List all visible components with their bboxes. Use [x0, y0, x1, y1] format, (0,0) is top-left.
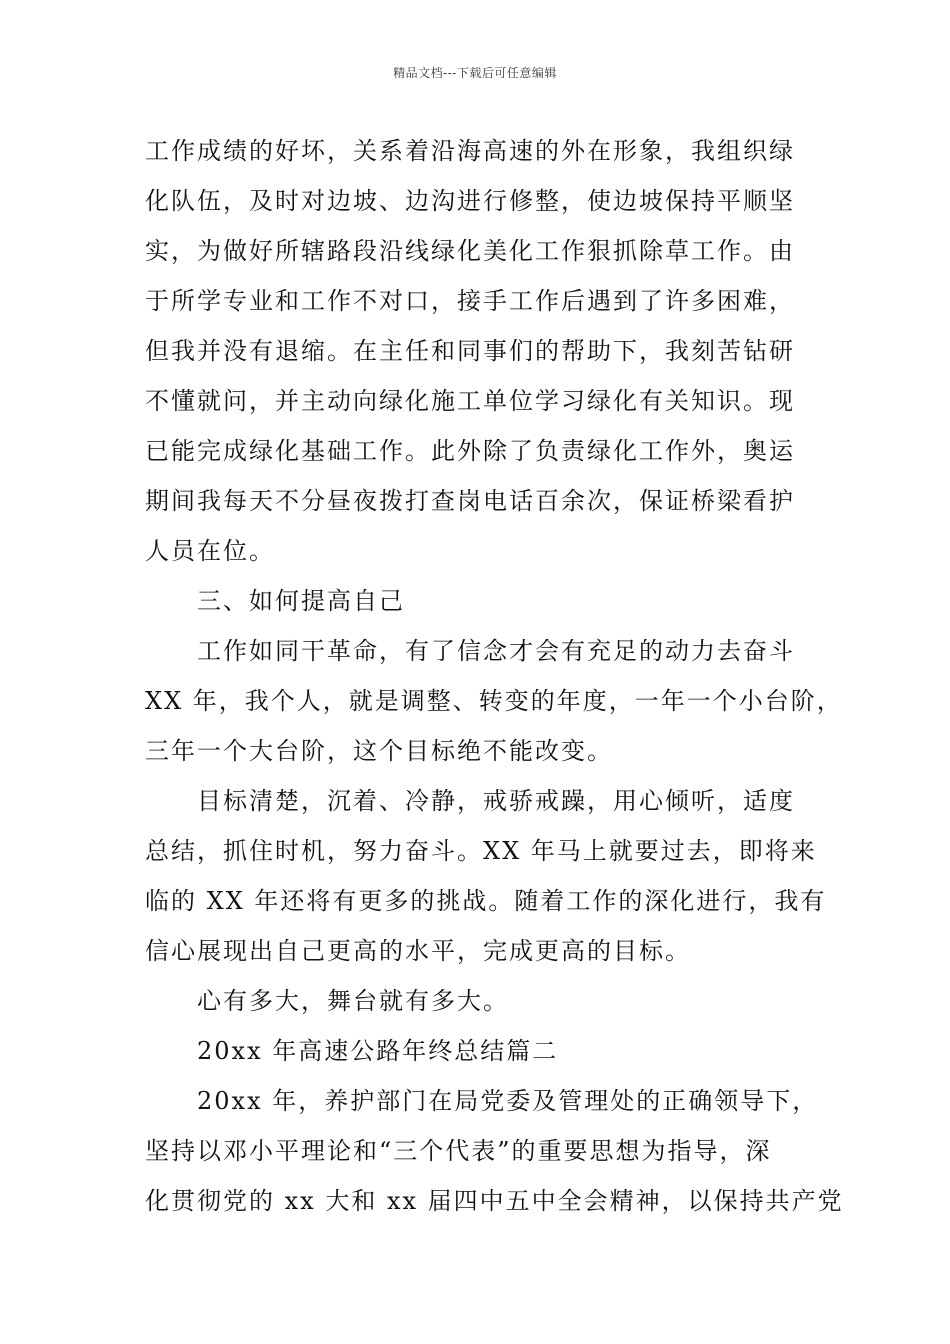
- text-line: 总结，抓住时机，努力奋斗。XX 年马上就要过去，即将来: [145, 837, 817, 865]
- text-line: 化贯彻党的 xx 大和 xx 届四中五中全会精神，以保持共产党: [145, 1187, 844, 1215]
- text-line: 目标清楚，沉着、冷静，戒骄戒躁，用心倾听，适度: [197, 787, 795, 815]
- text-line: 于所学专业和工作不对口，接手工作后遇到了许多困难，: [145, 287, 795, 315]
- text-line: 已能完成绿化基础工作。此外除了负责绿化工作外，奥运: [145, 437, 795, 465]
- text-line: 化队伍，及时对边坡、边沟进行修整，使边坡保持平顺坚: [145, 187, 795, 215]
- text-line: 信心展现出自己更高的水平，完成更高的目标。: [145, 937, 691, 965]
- article-title: 20xx 年高速公路年终总结篇二: [197, 1037, 559, 1065]
- section-heading: 三、如何提高自己: [197, 587, 405, 615]
- text-line: 但我并没有退缩。在主任和同事们的帮助下，我刻苦钻研: [145, 337, 795, 365]
- text-line: 临的 XX 年还将有更多的挑战。随着工作的深化进行，我有: [145, 887, 827, 915]
- page-header: 精品文档---下载后可任意编辑: [393, 66, 557, 80]
- document-body: [145, 126, 844, 1226]
- text-line: 心有多大，舞台就有多大。: [197, 987, 509, 1015]
- text-line: 坚持以邓小平理论和“三个代表”的重要思想为指导，深: [145, 1137, 772, 1165]
- text-line: 不懂就问，并主动向绿化施工单位学习绿化有关知识。现: [145, 387, 795, 415]
- text-line: 人员在位。: [145, 537, 275, 565]
- text-line: 三年一个大台阶，这个目标绝不能改变。: [145, 737, 613, 765]
- text-line: 工作如同干革命，有了信念才会有充足的动力去奋斗: [197, 637, 795, 665]
- text-line: 实，为做好所辖路段沿线绿化美化工作狠抓除草工作。由: [145, 237, 795, 265]
- text-line: 工作成绩的好坏，关系着沿海高速的外在形象，我组织绿: [145, 137, 795, 165]
- text-line: XX 年，我个人，就是调整、转变的年度，一年一个小台阶，: [145, 687, 843, 715]
- text-line: 期间我每天不分昼夜拨打查岗电话百余次，保证桥梁看护: [145, 487, 795, 515]
- text-line: 20xx 年，养护部门在局党委及管理处的正确领导下，: [197, 1087, 819, 1115]
